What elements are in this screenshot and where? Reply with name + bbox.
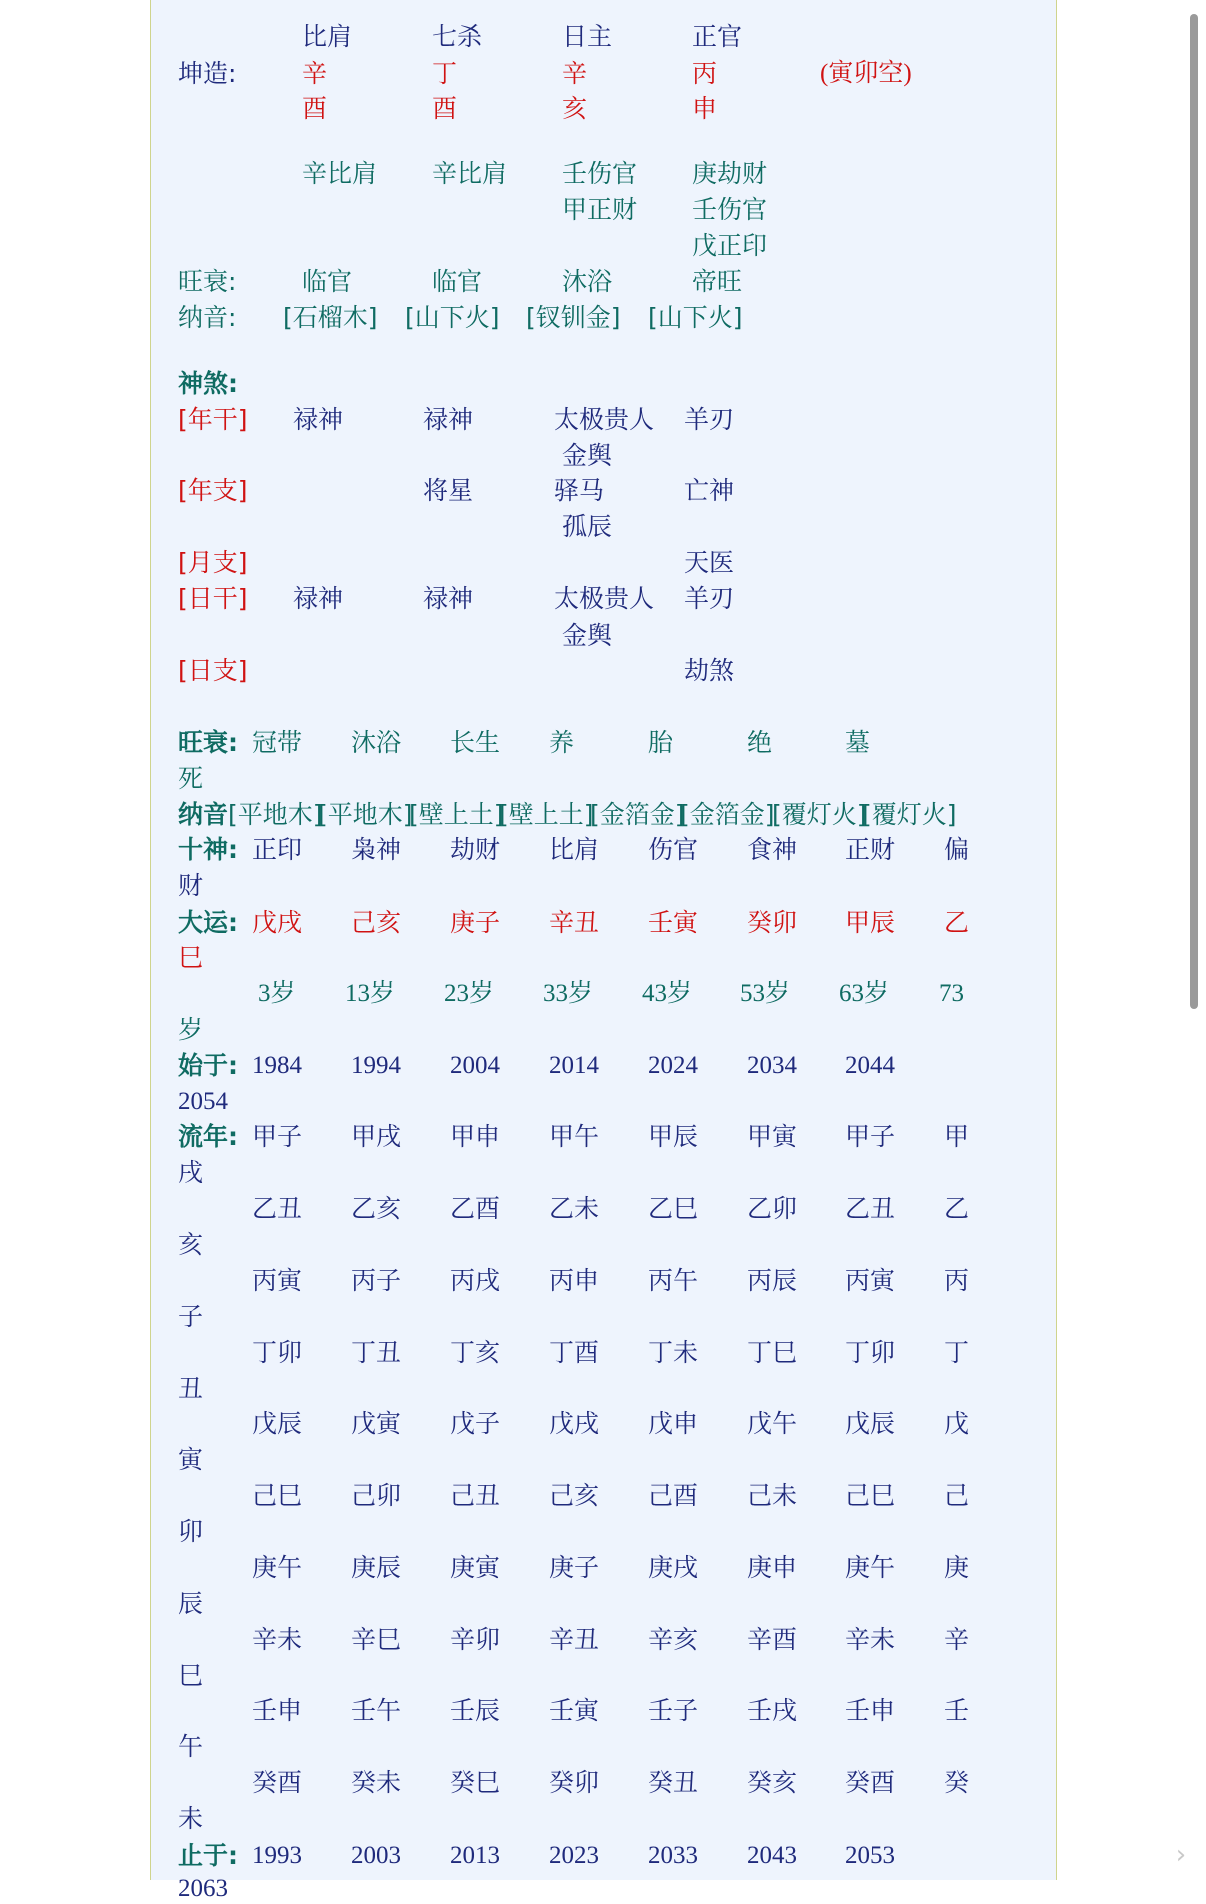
liunian-value: 丁卯 [845, 1338, 896, 1367]
wangshuai-value: 临官 [302, 267, 353, 296]
dayun-value: 甲辰 [845, 908, 896, 937]
liunian-value: 戊子 [450, 1409, 501, 1438]
liunian-value: 己丑 [450, 1481, 501, 1510]
liunian-value: 卯 [178, 1517, 204, 1546]
liunian-value: 辛巳 [351, 1625, 402, 1654]
dayun-age: 23岁 [444, 980, 495, 1007]
chart-title-label: 坤造: [178, 59, 237, 88]
liunian-value: 壬申 [252, 1696, 303, 1725]
liunian-value: 甲辰 [648, 1122, 699, 1151]
liunian-value: 壬辰 [450, 1696, 501, 1725]
liunian-value: 己卯 [351, 1481, 402, 1510]
dayun-nayin-value: [壁上土] [409, 800, 504, 829]
liunian-value: 丁酉 [549, 1338, 600, 1367]
dayun-age: 63岁 [839, 980, 890, 1007]
shensha-row-label: [年干] [178, 405, 248, 434]
start-year: 2034 [747, 1052, 797, 1079]
liunian-value: 亥 [178, 1230, 204, 1259]
dayun-value: 庚子 [450, 908, 501, 937]
liunian-value: 丙辰 [747, 1266, 798, 1295]
liunian-value: 丙戌 [450, 1266, 501, 1295]
shensha-item: 羊刃 [684, 584, 735, 613]
liunian-value: 癸丑 [648, 1768, 699, 1797]
dayun-wangshuai-value: 沐浴 [351, 728, 402, 757]
dayun-wangshuai-value: 死 [178, 764, 204, 793]
liunian-value: 丙 [944, 1266, 970, 1295]
liunian-value: 乙未 [549, 1194, 600, 1223]
liunian-value: 乙丑 [252, 1194, 303, 1223]
scrollbar-thumb[interactable] [1190, 14, 1198, 1009]
pillar-gan: 丁 [432, 59, 458, 88]
liunian-value: 丑 [178, 1374, 204, 1403]
liunian-value: 未 [178, 1804, 204, 1833]
dayun-value: 辛丑 [549, 908, 600, 937]
shensha-item: 禄神 [293, 405, 344, 434]
end-year: 2023 [549, 1842, 599, 1869]
dayun-wangshuai-value: 冠带 [252, 728, 303, 757]
pillar-gan: 辛 [302, 59, 328, 88]
liunian-value: 辛酉 [747, 1625, 798, 1654]
liunian-value: 戊辰 [252, 1409, 303, 1438]
wangshuai-value: 沐浴 [562, 267, 613, 296]
liunian-value: 癸巳 [450, 1768, 501, 1797]
liunian-value: 甲申 [450, 1122, 501, 1151]
nayin-value: [山下火] [648, 303, 743, 332]
liunian-value: 壬 [944, 1696, 970, 1725]
liunian-value: 丁丑 [351, 1338, 402, 1367]
wangshuai-label: 旺衰: [178, 267, 237, 296]
start-year: 2014 [549, 1052, 599, 1079]
liunian-value: 丁巳 [747, 1338, 798, 1367]
end-label: 止于: [178, 1841, 238, 1870]
liunian-value: 戊戌 [549, 1409, 600, 1438]
shensha-item: 太极贵人 [554, 584, 655, 613]
dayun-nayin-value: [金箔金] [590, 800, 685, 829]
dayun-nayin-value: [覆灯火] [772, 800, 867, 829]
dayun-age: 13岁 [345, 980, 396, 1007]
end-year: 2033 [648, 1842, 698, 1869]
shensha-row-label: [日干] [178, 584, 248, 613]
liunian-value: 甲午 [549, 1122, 600, 1151]
dayun-age: 53岁 [740, 980, 791, 1007]
liunian-value: 癸酉 [252, 1768, 303, 1797]
dayun-nayin-value: [覆灯火] [862, 800, 957, 829]
canggan-item: 壬伤官 [562, 159, 638, 188]
liunian-value: 午 [178, 1732, 204, 1761]
liunian-value: 戌 [178, 1158, 204, 1187]
liunian-value: 乙亥 [351, 1194, 402, 1223]
liunian-value: 庚申 [747, 1553, 798, 1582]
liunian-value: 癸亥 [747, 1768, 798, 1797]
chevron-right-icon[interactable]: › [1175, 1840, 1187, 1870]
dayun-value: 己亥 [351, 908, 402, 937]
liunian-value: 甲子 [252, 1122, 303, 1151]
liunian-value: 癸未 [351, 1768, 402, 1797]
dayun-nayin-value: [平地木] [228, 800, 323, 829]
dayun-nayin-value: [平地木] [318, 800, 413, 829]
start-year: 1984 [252, 1052, 302, 1079]
dayun-age: 73 [939, 980, 964, 1007]
pillar-zhi: 申 [692, 94, 718, 123]
liunian-value: 己巳 [252, 1481, 303, 1510]
liunian-value: 己酉 [648, 1481, 699, 1510]
liunian-value: 甲寅 [747, 1122, 798, 1151]
liunian-value: 庚辰 [351, 1553, 402, 1582]
dayun-shishen-value: 比肩 [549, 835, 600, 864]
start-year: 2024 [648, 1052, 698, 1079]
liunian-value: 丁亥 [450, 1338, 501, 1367]
dayun-nayin-value: [壁上土] [499, 800, 594, 829]
liunian-value: 辛丑 [549, 1625, 600, 1654]
liunian-value: 己巳 [845, 1481, 896, 1510]
dayun-value: 乙 [944, 908, 970, 937]
liunian-value: 辛卯 [450, 1625, 501, 1654]
liunian-value: 丙寅 [252, 1266, 303, 1295]
pillar-shishen: 比肩 [302, 22, 353, 51]
start-year: 1994 [351, 1052, 401, 1079]
dayun-label: 大运: [178, 908, 238, 937]
shensha-item: 禄神 [423, 584, 474, 613]
dayun-shishen-value: 枭神 [351, 835, 402, 864]
dayun-wangshuai-value: 绝 [747, 728, 773, 757]
dayun-wangshuai-value: 养 [549, 728, 575, 757]
shensha-heading: 神煞: [178, 369, 238, 398]
pillar-gan: 辛 [562, 59, 588, 88]
liunian-value: 甲子 [845, 1122, 896, 1151]
liunian-value: 辛亥 [648, 1625, 699, 1654]
liunian-value: 丁 [944, 1338, 970, 1367]
shensha-item: 劫煞 [684, 656, 735, 685]
liunian-value: 辛未 [252, 1625, 303, 1654]
liunian-value: 辰 [178, 1589, 204, 1618]
dayun-age: 岁 [178, 1015, 204, 1044]
pillar-zhi: 酉 [432, 94, 458, 123]
pillar-shishen: 正官 [692, 22, 743, 51]
liunian-value: 乙卯 [747, 1194, 798, 1223]
liunian-value: 辛 [944, 1625, 970, 1654]
shensha-item: 天医 [684, 548, 735, 577]
liunian-value: 丙申 [549, 1266, 600, 1295]
end-year: 2013 [450, 1842, 500, 1869]
pillar-zhi: 酉 [302, 94, 328, 123]
shensha-item: 孤辰 [562, 512, 613, 541]
shensha-item: 金舆 [562, 441, 613, 470]
start-year: 2004 [450, 1052, 500, 1079]
dayun-shishen-value: 正印 [252, 835, 303, 864]
liunian-value: 己未 [747, 1481, 798, 1510]
canggan-item: 辛比肩 [302, 159, 378, 188]
liunian-value: 庚午 [252, 1553, 303, 1582]
nayin-label: 纳音: [178, 303, 237, 332]
liunian-value: 己亥 [549, 1481, 600, 1510]
shensha-row-label: [年支] [178, 476, 248, 505]
liunian-value: 辛未 [845, 1625, 896, 1654]
shensha-item: 禄神 [423, 405, 474, 434]
liunian-value: 壬午 [351, 1696, 402, 1725]
liunian-value: 丙子 [351, 1266, 402, 1295]
liunian-value: 甲 [944, 1122, 970, 1151]
shensha-item: 太极贵人 [554, 405, 655, 434]
pillar-shishen: 日主 [562, 22, 613, 51]
kong-note: (寅卯空) [820, 60, 912, 87]
dayun-wangshuai-value: 胎 [648, 728, 674, 757]
liunian-value: 庚午 [845, 1553, 896, 1582]
liunian-value: 乙丑 [845, 1194, 896, 1223]
liunian-value: 己 [944, 1481, 970, 1510]
liunian-value: 壬子 [648, 1696, 699, 1725]
liunian-value: 戊申 [648, 1409, 699, 1438]
liunian-value: 甲戌 [351, 1122, 402, 1151]
start-label: 始于: [178, 1051, 238, 1080]
start-year: 2044 [845, 1052, 895, 1079]
dayun-age: 3岁 [258, 980, 296, 1007]
end-year: 2053 [845, 1842, 895, 1869]
canggan-item: 甲正财 [562, 195, 638, 224]
end-year: 2043 [747, 1842, 797, 1869]
wangshuai-value: 临官 [432, 267, 483, 296]
canggan-item: 庚劫财 [692, 159, 768, 188]
liunian-value: 庚寅 [450, 1553, 501, 1582]
shensha-item: 驿马 [554, 476, 605, 505]
liunian-value: 戊辰 [845, 1409, 896, 1438]
liunian-value: 丙寅 [845, 1266, 896, 1295]
nayin-value: [山下火] [405, 303, 500, 332]
dayun-shishen-value: 财 [178, 871, 204, 900]
liunian-value: 壬戌 [747, 1696, 798, 1725]
liunian-value: 丙午 [648, 1266, 699, 1295]
end-year: 1993 [252, 1842, 302, 1869]
liunian-value: 壬申 [845, 1696, 896, 1725]
dayun-nayin-value: [金箔金] [680, 800, 775, 829]
dayun-value: 巳 [178, 943, 204, 972]
dayun-nayin-label: 纳音 [178, 800, 229, 829]
canggan-item: 辛比肩 [432, 159, 508, 188]
liunian-value: 庚 [944, 1553, 970, 1582]
dayun-wangshuai-value: 长生 [450, 728, 501, 757]
shensha-item: 羊刃 [684, 405, 735, 434]
liunian-value: 乙巳 [648, 1194, 699, 1223]
shensha-item: 金舆 [562, 621, 613, 650]
end-year: 2063 [178, 1875, 228, 1902]
dayun-age: 33岁 [543, 980, 594, 1007]
liunian-value: 乙 [944, 1194, 970, 1223]
liunian-value: 戊午 [747, 1409, 798, 1438]
shensha-item: 禄神 [293, 584, 344, 613]
liunian-label: 流年: [178, 1122, 238, 1151]
pillar-zhi: 亥 [562, 94, 588, 123]
liunian-value: 庚子 [549, 1553, 600, 1582]
wangshuai-value: 帝旺 [692, 267, 743, 296]
liunian-value: 壬寅 [549, 1696, 600, 1725]
liunian-value: 癸酉 [845, 1768, 896, 1797]
nayin-value: [钗钏金] [526, 303, 621, 332]
liunian-value: 戊寅 [351, 1409, 402, 1438]
dayun-shishen-value: 伤官 [648, 835, 699, 864]
dayun-value: 壬寅 [648, 908, 699, 937]
pillar-shishen: 七杀 [432, 22, 483, 51]
liunian-value: 子 [178, 1302, 204, 1331]
liunian-value: 巳 [178, 1661, 204, 1690]
shensha-item: 亡神 [684, 476, 735, 505]
dayun-age: 43岁 [642, 980, 693, 1007]
liunian-value: 寅 [178, 1445, 204, 1474]
liunian-value: 丁未 [648, 1338, 699, 1367]
liunian-value: 乙酉 [450, 1194, 501, 1223]
dayun-shishen-value: 劫财 [450, 835, 501, 864]
nayin-value: [石榴木] [283, 303, 378, 332]
liunian-value: 庚戌 [648, 1553, 699, 1582]
liunian-value: 戊 [944, 1409, 970, 1438]
dayun-shishen-label: 十神: [178, 835, 238, 864]
shensha-row-label: [月支] [178, 548, 248, 577]
dayun-wangshuai-label: 旺衰: [178, 728, 238, 757]
start-year: 2054 [178, 1088, 228, 1115]
dayun-wangshuai-value: 墓 [845, 728, 871, 757]
end-year: 2003 [351, 1842, 401, 1869]
canggan-item: 戊正印 [692, 231, 768, 260]
shensha-row-label: [日支] [178, 656, 248, 685]
liunian-value: 癸卯 [549, 1768, 600, 1797]
liunian-value: 癸 [944, 1768, 970, 1797]
shensha-item: 将星 [423, 476, 474, 505]
dayun-shishen-value: 偏 [944, 835, 970, 864]
dayun-value: 癸卯 [747, 908, 798, 937]
pillar-gan: 丙 [692, 59, 718, 88]
dayun-shishen-value: 正财 [845, 835, 896, 864]
dayun-value: 戊戌 [252, 908, 303, 937]
canggan-item: 壬伤官 [692, 195, 768, 224]
dayun-shishen-value: 食神 [747, 835, 798, 864]
liunian-value: 丁卯 [252, 1338, 303, 1367]
